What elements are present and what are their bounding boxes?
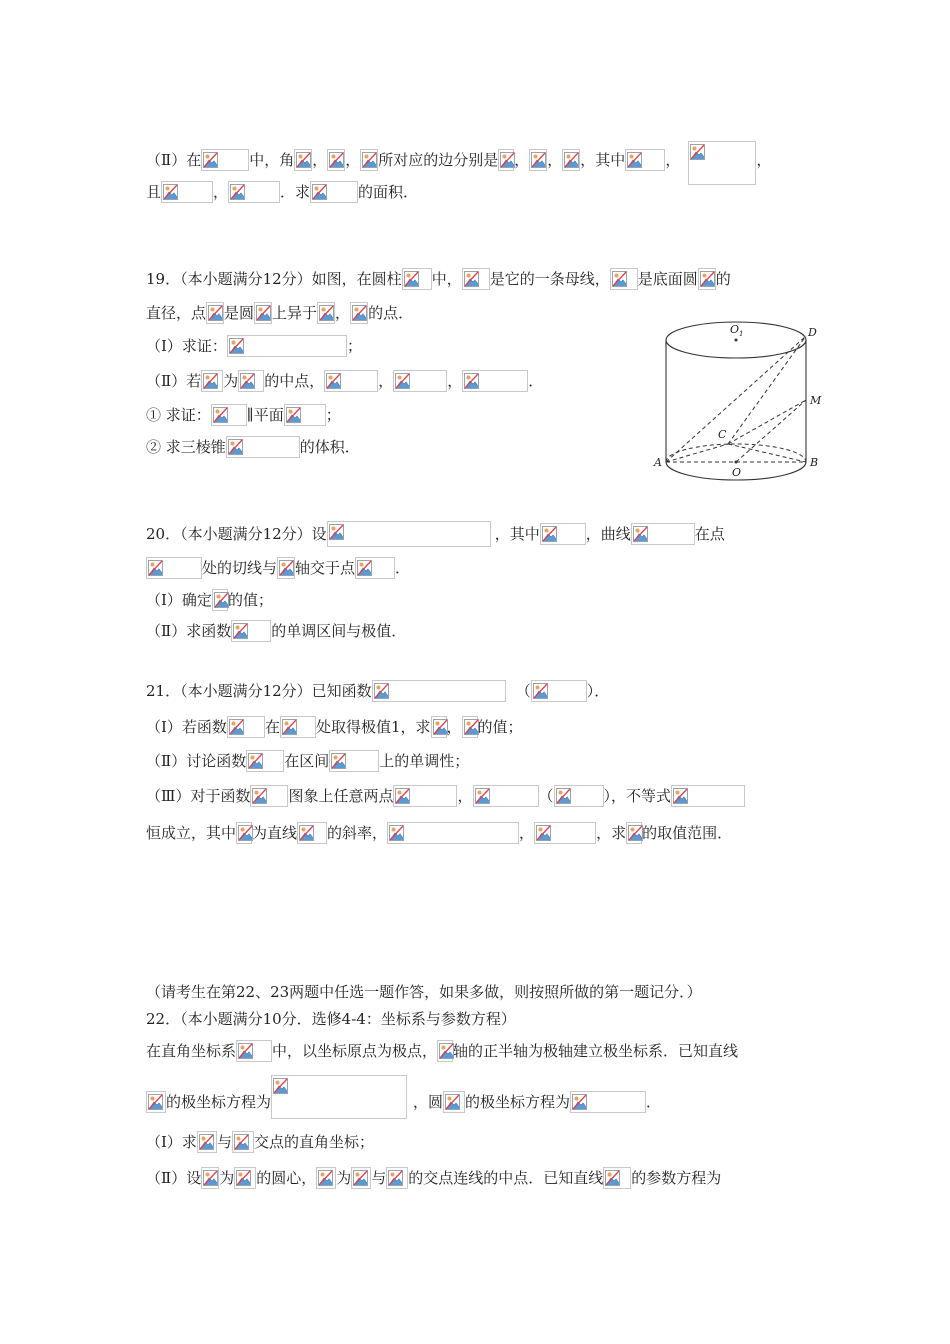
text: （Ⅱ）讨论函数 xyxy=(146,752,247,770)
broken-image-icon xyxy=(256,305,271,321)
text: ， xyxy=(519,824,535,842)
q19-line-1 xyxy=(146,268,731,290)
formula-image xyxy=(351,1167,371,1189)
broken-image-icon xyxy=(229,338,244,354)
text: 轴交于点 xyxy=(295,559,356,577)
text: 的值； xyxy=(227,591,273,609)
formula-image xyxy=(280,716,316,738)
broken-image-icon xyxy=(329,152,344,168)
center-O1 xyxy=(735,339,738,342)
broken-image-icon xyxy=(230,184,245,200)
broken-image-icon xyxy=(238,825,253,841)
broken-image-icon xyxy=(605,1170,620,1186)
text: ② 求三棱锥 xyxy=(146,438,226,456)
broken-image-icon xyxy=(362,152,377,168)
q18-line-2 xyxy=(146,181,418,203)
formula-image xyxy=(529,149,547,171)
text: 在区间 xyxy=(284,752,330,770)
text: ， xyxy=(514,151,530,169)
text: 是底面圆 xyxy=(637,270,698,288)
formula-image xyxy=(603,1167,631,1189)
q21-line-3 xyxy=(146,750,469,772)
broken-image-icon xyxy=(234,1134,249,1150)
text: ， xyxy=(312,151,328,169)
text: 20．（本小题满分12分）设 xyxy=(146,525,327,543)
broken-image-icon xyxy=(439,1043,454,1059)
text: ∥平面 xyxy=(246,406,284,424)
formula-image xyxy=(246,750,284,772)
formula-image xyxy=(355,557,395,579)
center-O xyxy=(735,461,738,464)
label-M: M xyxy=(810,394,822,407)
q19-line-4 xyxy=(146,370,543,392)
formula-image xyxy=(271,1075,407,1119)
text: 21．（本小题满分12分）已知函数 xyxy=(146,682,372,700)
text: ； xyxy=(325,406,341,424)
broken-image-icon xyxy=(208,305,223,321)
formula-image xyxy=(310,181,358,203)
formula-image xyxy=(534,822,596,844)
text: 的极坐标方程为 xyxy=(166,1093,272,1111)
text: 的极坐标方程为 xyxy=(465,1093,571,1111)
text: 的斜率， xyxy=(327,824,388,842)
formula-image xyxy=(238,370,264,392)
text: （ xyxy=(538,787,554,805)
text: ， xyxy=(335,304,351,322)
broken-image-icon xyxy=(233,623,248,639)
formula-image xyxy=(540,523,586,545)
formula-image xyxy=(350,302,368,324)
broken-image-icon xyxy=(395,788,410,804)
broken-image-icon xyxy=(542,526,557,542)
broken-image-icon xyxy=(229,719,244,735)
broken-image-icon xyxy=(357,560,372,576)
text: 的单调区间与极值． xyxy=(271,622,407,640)
formula-image xyxy=(236,1040,272,1062)
broken-image-icon xyxy=(531,152,546,168)
broken-image-icon xyxy=(533,683,548,699)
q21-line-4 xyxy=(146,785,745,807)
formula-image xyxy=(211,404,247,426)
broken-image-icon xyxy=(213,407,228,423)
formula-image xyxy=(360,149,378,171)
formula-image xyxy=(327,521,491,547)
formula-image xyxy=(327,149,345,171)
text: （请考生在第22、23两题中任选一题作答，如果多做，则按照所做的第一题记分．） xyxy=(146,983,702,1001)
q22-line-4 xyxy=(146,1167,721,1189)
formula-image xyxy=(236,822,252,844)
q21-line-2 xyxy=(146,716,523,738)
text: 直径，点 xyxy=(146,304,207,322)
text: 在直角坐标系 xyxy=(146,1042,237,1060)
broken-image-icon xyxy=(352,305,367,321)
formula-image xyxy=(234,1167,256,1189)
broken-image-icon xyxy=(329,524,344,540)
broken-image-icon xyxy=(331,753,346,769)
broken-image-icon xyxy=(236,1170,251,1186)
text: 且 xyxy=(146,183,162,201)
broken-image-icon xyxy=(299,825,314,841)
label-A: A xyxy=(654,456,662,469)
broken-image-icon xyxy=(673,788,688,804)
formula-image xyxy=(297,822,327,844)
formula-image xyxy=(201,1167,219,1189)
text: ① 求证： xyxy=(146,406,211,424)
formula-image xyxy=(610,268,638,290)
broken-image-icon xyxy=(203,1170,218,1186)
broken-image-icon xyxy=(163,184,178,200)
text: （Ⅱ）若 xyxy=(146,372,202,390)
text: 中， xyxy=(431,270,462,288)
label-B: B xyxy=(810,456,819,469)
text: ），不等式 xyxy=(603,787,672,805)
formula-image xyxy=(226,436,300,458)
q19-line-2 xyxy=(146,302,413,324)
broken-image-icon xyxy=(388,1170,403,1186)
broken-image-icon xyxy=(633,526,648,542)
q20-line-4 xyxy=(146,620,406,642)
broken-image-icon xyxy=(326,373,341,389)
label-D: D xyxy=(808,326,817,339)
text: 的点． xyxy=(368,304,414,322)
line-CB xyxy=(728,444,806,462)
formula-image xyxy=(562,149,580,171)
broken-image-icon xyxy=(690,144,705,160)
text: 上的单调性； xyxy=(379,752,470,770)
formula-image xyxy=(317,302,335,324)
broken-image-icon xyxy=(273,1078,288,1094)
broken-image-icon xyxy=(627,152,642,168)
broken-image-icon xyxy=(319,305,334,321)
broken-image-icon xyxy=(536,825,551,841)
text: 为 xyxy=(219,1169,235,1187)
formula-image xyxy=(671,785,745,807)
text: 为直线 xyxy=(252,824,298,842)
text: ． xyxy=(528,372,544,390)
broken-image-icon xyxy=(312,184,327,200)
formula-image xyxy=(570,1091,646,1113)
text: （Ⅲ）对于函数 xyxy=(146,787,251,805)
broken-image-icon xyxy=(199,1134,214,1150)
broken-image-icon xyxy=(318,1170,333,1186)
text: 的 xyxy=(715,270,731,288)
formula-image xyxy=(462,268,490,290)
formula-image xyxy=(402,268,432,290)
formula-image xyxy=(554,785,604,807)
broken-image-icon xyxy=(628,825,643,841)
q19-line-6 xyxy=(146,436,360,458)
formula-image xyxy=(531,680,587,702)
text: 处取得极值1，求 xyxy=(315,718,431,736)
broken-image-icon xyxy=(500,152,515,168)
formula-image xyxy=(227,716,265,738)
text: 中，以坐标原点为极点， xyxy=(272,1042,438,1060)
broken-image-icon xyxy=(556,788,571,804)
q22-line-3 xyxy=(146,1131,374,1153)
formula-image xyxy=(631,523,695,545)
text: ，曲线 xyxy=(585,525,631,543)
text: ． xyxy=(646,1093,662,1111)
text: （Ⅰ）求 xyxy=(146,1133,197,1151)
text: 与 xyxy=(216,1133,232,1151)
text: ， xyxy=(345,151,361,169)
formula-image xyxy=(146,557,202,579)
text: ， xyxy=(213,183,229,201)
formula-image xyxy=(254,302,272,324)
text: ， xyxy=(446,718,462,736)
text: ，圆 xyxy=(413,1093,444,1111)
text: 在 xyxy=(264,718,280,736)
formula-image xyxy=(462,370,528,392)
formula-image xyxy=(231,620,271,642)
formula-image xyxy=(462,716,478,738)
q19-line-3 xyxy=(146,335,362,357)
text: 19．（本小题满分12分）如图，在圆柱 xyxy=(146,270,402,288)
text: 所对应的边分别是 xyxy=(378,151,499,169)
text: 处的切线与 xyxy=(202,559,278,577)
text: 中，角 xyxy=(249,151,295,169)
text: 的体积． xyxy=(299,438,360,456)
text: 图象上任意两点 xyxy=(288,787,394,805)
text: 22．（本小题满分10分．选修4-4：坐标系与参数方程） xyxy=(146,1010,516,1028)
q22-line-2 xyxy=(146,1085,661,1119)
text: （Ⅰ）确定 xyxy=(146,591,212,609)
text: 的值； xyxy=(477,718,523,736)
broken-image-icon xyxy=(433,719,448,735)
cylinder-figure xyxy=(650,312,830,492)
text: 的中点， xyxy=(264,372,325,390)
formula-image xyxy=(437,1040,453,1062)
broken-image-icon xyxy=(252,788,267,804)
q22-note xyxy=(146,981,702,1003)
formula-image xyxy=(329,750,379,772)
text: 的取值范围． xyxy=(642,824,733,842)
text: （Ⅱ）设 xyxy=(146,1169,202,1187)
text: （Ⅰ）求证： xyxy=(146,337,227,355)
broken-image-icon xyxy=(214,592,229,608)
line-CD xyxy=(728,336,806,444)
broken-image-icon xyxy=(700,271,715,287)
broken-image-icon xyxy=(612,271,627,287)
formula-image xyxy=(372,680,506,702)
broken-image-icon xyxy=(395,373,410,389)
text: （ xyxy=(515,682,531,700)
text: ， xyxy=(547,151,563,169)
formula-image xyxy=(387,822,519,844)
label-O: O xyxy=(732,466,742,479)
q19-line-5 xyxy=(146,404,341,426)
text: ，求 xyxy=(596,824,627,842)
formula-image xyxy=(201,149,249,171)
bottom-back-arc xyxy=(666,444,806,462)
formula-image xyxy=(324,370,378,392)
formula-image xyxy=(698,268,716,290)
label-C: C xyxy=(718,428,727,441)
broken-image-icon xyxy=(564,152,579,168)
formula-image xyxy=(201,370,223,392)
formula-image xyxy=(146,1091,166,1113)
text: ， xyxy=(665,151,681,169)
text: ， xyxy=(378,372,394,390)
q20-line-3 xyxy=(146,589,273,611)
formula-image xyxy=(161,181,213,203)
formula-image xyxy=(625,149,665,171)
text: （Ⅱ）求函数 xyxy=(146,622,232,640)
text: 为 xyxy=(336,1169,352,1187)
broken-image-icon xyxy=(286,407,301,423)
formula-image xyxy=(688,141,756,185)
broken-image-icon xyxy=(238,1043,253,1059)
text: 恒成立，其中 xyxy=(146,824,237,842)
q22-line-1 xyxy=(146,1040,738,1062)
formula-image xyxy=(294,149,312,171)
broken-image-icon xyxy=(279,560,294,576)
q21-line-1 xyxy=(146,680,609,702)
broken-image-icon xyxy=(296,152,311,168)
formula-image xyxy=(206,302,224,324)
broken-image-icon xyxy=(464,373,479,389)
formula-image xyxy=(393,785,457,807)
line-AD xyxy=(666,336,806,462)
broken-image-icon xyxy=(475,788,490,804)
text: （Ⅰ）若函数 xyxy=(146,718,227,736)
formula-image xyxy=(498,149,514,171)
formula-image xyxy=(250,785,288,807)
text: ， xyxy=(447,372,463,390)
text: 是圆 xyxy=(224,304,255,322)
text: 与 xyxy=(371,1169,387,1187)
broken-image-icon xyxy=(148,560,163,576)
text: ，其中 xyxy=(580,151,626,169)
formula-image xyxy=(227,335,347,357)
text: 轴的正半轴为极轴建立极坐标系．已知直线 xyxy=(453,1042,739,1060)
broken-image-icon xyxy=(203,152,218,168)
formula-image xyxy=(232,1131,254,1153)
text: 为 xyxy=(223,372,239,390)
broken-image-icon xyxy=(203,373,218,389)
formula-image xyxy=(386,1167,408,1189)
text: 交点的直角坐标； xyxy=(253,1133,374,1151)
text: ．求 xyxy=(280,183,311,201)
broken-image-icon xyxy=(353,1170,368,1186)
formula-image xyxy=(473,785,539,807)
text: ，其中 xyxy=(494,525,540,543)
q20-line-1 xyxy=(146,521,725,547)
formula-image xyxy=(228,181,280,203)
text: 的面积． xyxy=(358,183,419,201)
broken-image-icon xyxy=(148,1094,163,1110)
broken-image-icon xyxy=(282,719,297,735)
formula-image xyxy=(197,1131,217,1153)
formula-image xyxy=(443,1091,465,1113)
text: 的圆心， xyxy=(256,1169,317,1187)
formula-image xyxy=(316,1167,336,1189)
formula-image xyxy=(431,716,447,738)
q21-line-5 xyxy=(146,822,732,844)
formula-image xyxy=(212,589,228,611)
broken-image-icon xyxy=(445,1094,460,1110)
broken-image-icon xyxy=(464,271,479,287)
label-O1: $O_1$ xyxy=(730,323,744,338)
q22-title xyxy=(146,1008,516,1030)
broken-image-icon xyxy=(240,373,255,389)
text: 的参数方程为 xyxy=(631,1169,722,1187)
text: 是它的一条母线， xyxy=(489,270,610,288)
q18-line-1 xyxy=(146,135,771,185)
broken-image-icon xyxy=(464,719,479,735)
text: 上异于 xyxy=(272,304,318,322)
formula-image xyxy=(277,557,295,579)
formula-image xyxy=(393,370,447,392)
text: ； xyxy=(346,337,362,355)
broken-image-icon xyxy=(572,1094,587,1110)
formula-image xyxy=(626,822,642,844)
broken-image-icon xyxy=(228,439,243,455)
text: （Ⅱ）在 xyxy=(146,151,202,169)
formula-image xyxy=(284,404,326,426)
line-CM xyxy=(728,400,806,444)
broken-image-icon xyxy=(404,271,419,287)
q20-line-2 xyxy=(146,557,410,579)
broken-image-icon xyxy=(248,753,263,769)
text: 在点 xyxy=(694,525,725,543)
text: ， xyxy=(756,151,772,169)
text: 的交点连线的中点．已知直线 xyxy=(408,1169,604,1187)
broken-image-icon xyxy=(389,825,404,841)
text: ， xyxy=(457,787,473,805)
broken-image-icon xyxy=(374,683,389,699)
text: ． xyxy=(395,559,411,577)
text: ）． xyxy=(586,682,610,700)
